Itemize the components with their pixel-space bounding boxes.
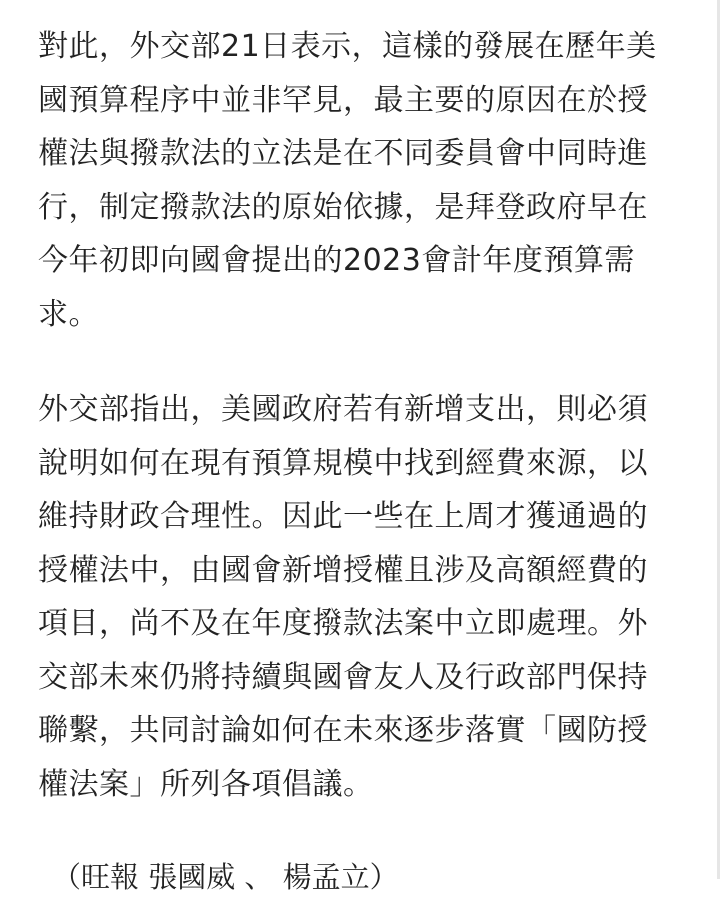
paragraph-line: 維持財政合理性。因此一些在上周才獲通過的 [38, 499, 648, 534]
article-body [38, 20, 688, 904]
paragraph-line: 權法案」所列各項倡議。 [38, 766, 374, 802]
paragraph-line: 外交部指出，美國政府若有新增支出，則必須 [38, 392, 648, 427]
paragraph-line: 權法與撥款法的立法是在不同委員會中同時進 [38, 136, 648, 171]
article-byline: （旺報 張國威 、 楊孟立） [52, 860, 399, 894]
paragraph-line: 授權法中，由國會新增授權且涉及高額經費的 [38, 552, 648, 588]
paragraph-line: 行，制定撥款法的原始依據，是拜登政府早在 [38, 189, 648, 225]
paragraph-line: 說明如何在現有預算規模中找到經費來源，以 [38, 445, 648, 481]
paragraph-line: 聯繫，共同討論如何在未來逐步落實「國防授 [38, 713, 648, 748]
paragraph-line: 對此，外交部21日表示，這樣的發展在歷年美 [38, 29, 657, 64]
article-paragraph-1 [38, 20, 688, 341]
paragraph-line: 求。 [38, 296, 99, 332]
paragraph-line: 國預算程序中並非罕見，最主要的原因在於授 [38, 82, 648, 118]
article-paragraph-2 [38, 383, 688, 811]
paragraph-line: 項目，尚不及在年度撥款法案中立即處理。外 [38, 606, 648, 641]
paragraph-line: 今年初即向國會提出的2023會計年度預算需 [38, 243, 635, 278]
paragraph-line: 交部未來仍將持續與國會友人及行政部門保持 [38, 659, 648, 695]
